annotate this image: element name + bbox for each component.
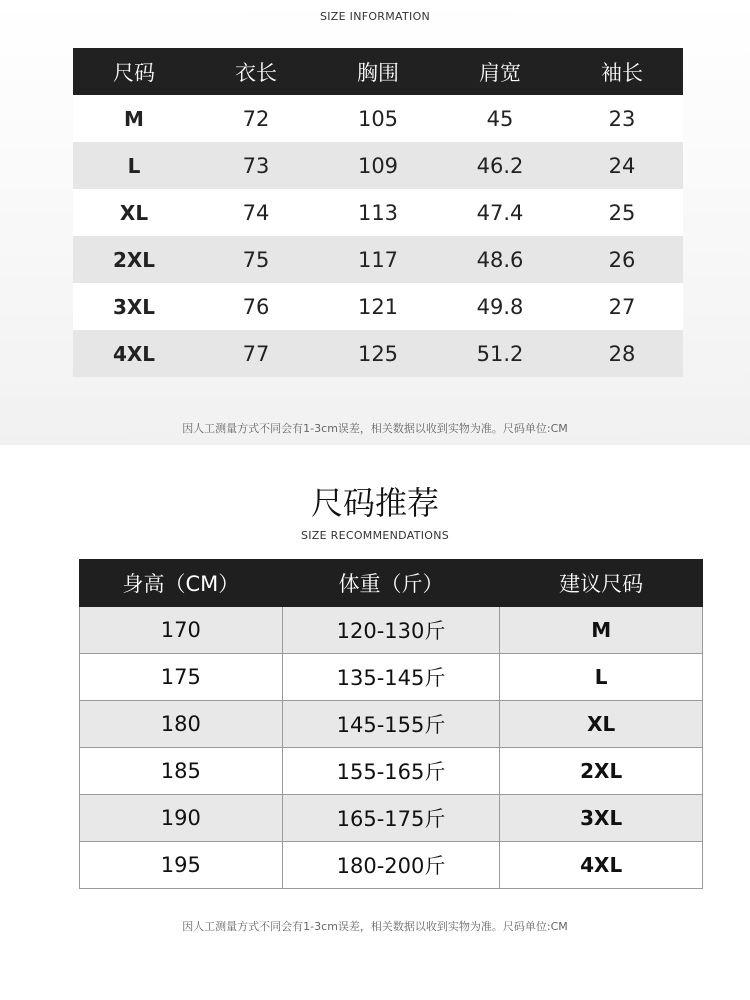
header-size: 尺码: [113, 60, 155, 85]
table-row: [73, 283, 683, 330]
chest-cell: 105: [357, 106, 399, 131]
size-cell: M: [124, 106, 144, 131]
table-row: [73, 142, 683, 189]
size-cell: 3XL: [112, 294, 156, 319]
length-cell: 74: [242, 200, 270, 225]
table-row: [80, 842, 703, 889]
recommend-note: 因人工测量方式不同会有1-3cm误差，相关数据以收到实物为准。尺码单位:CM: [182, 920, 568, 933]
table-row: [73, 236, 683, 283]
sleeve-cell: 27: [608, 294, 636, 319]
shoulder-cell: 51.2: [476, 341, 524, 366]
height-cell: 175: [80, 654, 283, 701]
chest-cell: 125: [357, 341, 399, 366]
weight-cell: 165-175斤: [282, 795, 500, 842]
size-cell: 4XL: [500, 842, 703, 889]
header-length: 衣长: [235, 60, 277, 85]
size-info-caption: SIZE INFORMATION: [319, 10, 431, 23]
shoulder-cell: 48.6: [476, 247, 524, 272]
size-info-table: [73, 48, 683, 377]
weight-cell: 155-165斤: [282, 748, 500, 795]
size-cell: L: [127, 153, 141, 178]
length-cell: 76: [242, 294, 270, 319]
height-cell: 195: [80, 842, 283, 889]
height-cell: 190: [80, 795, 283, 842]
header-chest: 胸围: [357, 60, 399, 85]
shoulder-cell: 46.2: [476, 153, 524, 178]
table-row: [73, 95, 683, 142]
sleeve-cell: 28: [608, 341, 636, 366]
header-weight: 体重（斤）: [282, 560, 500, 607]
weight-cell: 135-145斤: [282, 654, 500, 701]
chest-cell: 121: [357, 294, 399, 319]
table-row: [80, 654, 703, 701]
size-cell: 2XL: [500, 748, 703, 795]
table-row: [80, 701, 703, 748]
sleeve-cell: 25: [608, 200, 636, 225]
height-cell: 180: [80, 701, 283, 748]
header-sleeve: 袖长: [601, 60, 643, 85]
length-cell: 77: [242, 341, 270, 366]
weight-cell: 145-155斤: [282, 701, 500, 748]
length-cell: 73: [242, 153, 270, 178]
size-cell: 2XL: [112, 247, 156, 272]
size-cell: L: [500, 654, 703, 701]
size-cell: M: [500, 607, 703, 654]
table-row: [80, 748, 703, 795]
header-recommended-size: 建议尺码: [500, 560, 703, 607]
sleeve-cell: 23: [608, 106, 636, 131]
length-cell: 72: [242, 106, 270, 131]
height-cell: 170: [80, 607, 283, 654]
height-cell: 185: [80, 748, 283, 795]
shoulder-cell: 47.4: [476, 200, 524, 225]
table-row: [80, 795, 703, 842]
size-cell: XL: [119, 200, 149, 225]
weight-cell: 180-200斤: [282, 842, 500, 889]
shoulder-cell: 45: [486, 106, 514, 131]
table-row: [73, 189, 683, 236]
recommend-title: 尺码推荐: [310, 484, 439, 522]
sleeve-cell: 26: [608, 247, 636, 272]
chest-cell: 113: [357, 200, 399, 225]
size-info-header-row: [73, 48, 683, 95]
weight-cell: 120-130斤: [282, 607, 500, 654]
size-recommend-table: [79, 559, 703, 889]
table-row: [80, 607, 703, 654]
size-cell: XL: [500, 701, 703, 748]
table-row: [73, 330, 683, 377]
header-shoulder: 肩宽: [479, 60, 521, 85]
length-cell: 75: [242, 247, 270, 272]
recommend-caption: SIZE RECOMMENDATIONS: [300, 529, 450, 542]
shoulder-cell: 49.8: [476, 294, 524, 319]
size-cell: 3XL: [500, 795, 703, 842]
recommend-header-row: [80, 560, 703, 607]
measurement-note: 因人工测量方式不同会有1-3cm误差，相关数据以收到实物为准。尺码单位:CM: [182, 422, 568, 435]
size-cell: 4XL: [112, 341, 156, 366]
chest-cell: 109: [357, 153, 399, 178]
header-height: 身高（CM）: [80, 560, 283, 607]
chest-cell: 117: [357, 247, 399, 272]
sleeve-cell: 24: [608, 153, 636, 178]
